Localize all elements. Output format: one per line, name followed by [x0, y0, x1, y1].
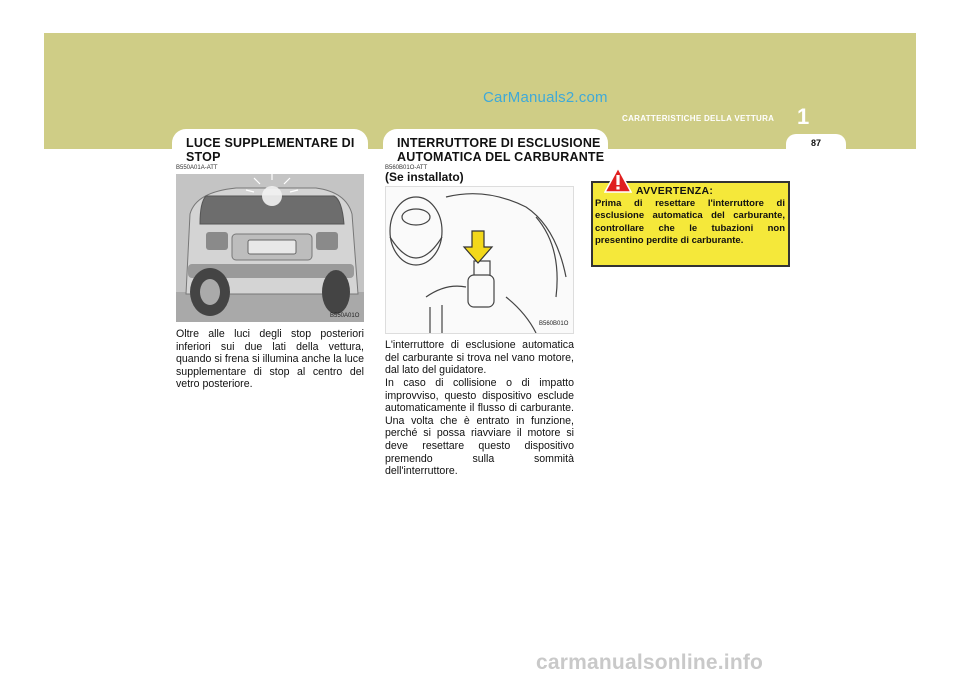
page-number: 87: [810, 138, 821, 148]
watermark-link[interactable]: CarManuals2.com: [483, 89, 608, 106]
middle-title-line2: AUTOMATICA DEL CARBURANTE: [397, 150, 605, 164]
left-ref-code: B550A01A-ATT: [176, 165, 218, 171]
rear-car-illustration: [176, 174, 364, 322]
middle-ref-code: B560B01O-ATT: [385, 165, 428, 171]
rear-car-photo: [176, 174, 364, 322]
engine-bay-illustration: [386, 187, 573, 333]
left-section-title: [186, 136, 364, 164]
left-figure-code: B550A01O: [330, 313, 360, 319]
warning-text: Prima di resettare l'interruttore di esclusione automatica del carburante, controllare che le tubazioni non presentino perdite di carburante.: [595, 198, 785, 246]
chapter-number: 1: [797, 104, 810, 129]
warning-title: AVVERTENZA:: [636, 185, 714, 197]
middle-section-title: [397, 136, 605, 164]
middle-figure-code: B560B01O: [539, 321, 569, 327]
middle-body-p1: L'interruttore di esclusione automatica del carburante si trova nel vano motore, dal lato del guidatore.: [385, 339, 574, 377]
footer-watermark[interactable]: carmanualsonline.info: [536, 651, 764, 674]
middle-title-line1: INTERRUTTORE DI ESCLUSIONE: [397, 136, 601, 150]
section-title: CARATTERISTICHE DELLA VETTURA: [622, 114, 775, 123]
left-title-line2: STOP: [186, 150, 221, 164]
left-body-text: Oltre alle luci degli stop posteriori inferiori sui due lati della vettura, quando si frena si illumina anche la luce supplementare di stop al centro del vetro posteriore.: [176, 328, 364, 391]
fuel-switch-drawing: [385, 186, 574, 334]
middle-subheading: (Se installato): [385, 170, 464, 184]
warning-triangle-icon: [604, 167, 632, 193]
left-title-line1: LUCE SUPPLEMENTARE DI: [186, 136, 355, 150]
middle-body-p2: In caso di collisione o di impatto improvviso, questo dispositivo esclude automaticamente il flusso di carburante. Una volta che è entrato in funzione, perché si possa riavviare il motore si deve resettare questo dispositivo premendo sulla sommità dell'interruttore.: [385, 377, 574, 478]
